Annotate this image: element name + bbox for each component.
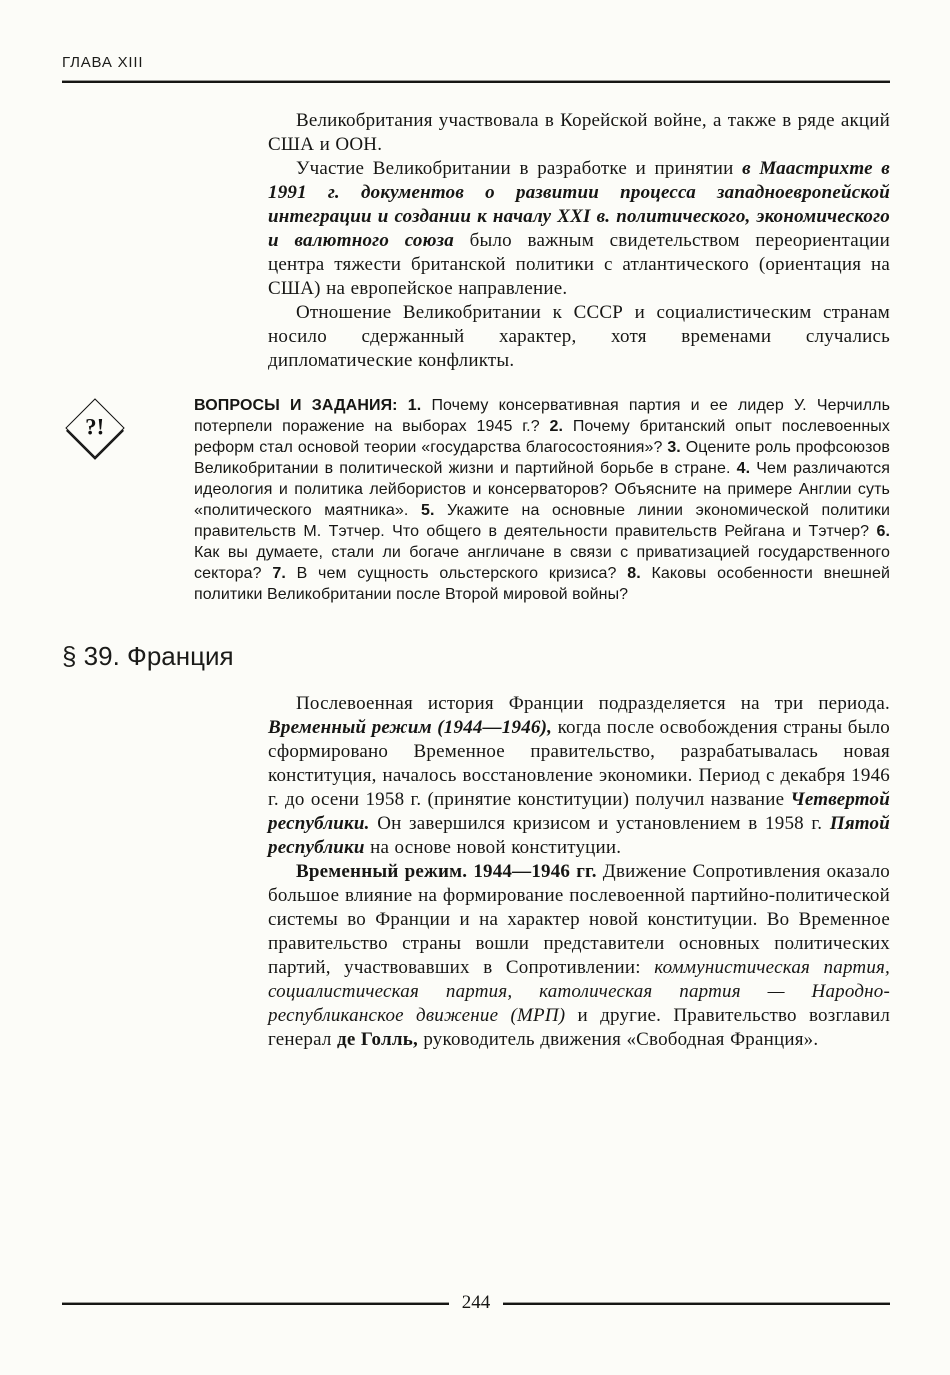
page-header xyxy=(0,0,950,83)
section-heading: § 39. Франция xyxy=(62,641,234,671)
page-number: 244 xyxy=(461,1292,491,1313)
page-content xyxy=(0,109,950,1052)
question-number: 6. xyxy=(876,523,890,540)
question-number: 8. xyxy=(627,565,641,582)
emphasis-text: де Голль, xyxy=(337,1029,418,1050)
emphasis-text: Пятой республики xyxy=(268,813,891,858)
page-footer xyxy=(62,1292,890,1314)
question-text: Каковы особенности внешней политики Великобритании после Второй мировой войны? xyxy=(194,565,891,603)
paragraph xyxy=(268,860,890,1052)
paragraph-text: Послевоенная история Франции подразделяется на три периода. xyxy=(296,693,890,714)
question-text: Как вы думаете, стали ли богаче англичане в связи с приватизацией государственного сектора? xyxy=(194,544,890,582)
paragraph-text: Отношение Великобритании к СССР и социалистическим странам носило сдержанный характер, хотя временами случались дипломатические конфликты. xyxy=(268,302,890,371)
paragraph-text: было важным свидетельством переориентации центра тяжести британской политики с атлантического (ориентация на США) на европейское направление. xyxy=(268,230,890,299)
question-text: Чем различаются идеология и политика лейбористов и консерваторов? Объясните на примере Англии суть «политического маятника». xyxy=(194,460,890,519)
footer-rule-right xyxy=(503,1302,890,1305)
emphasis-text: Четвертой республики. xyxy=(268,789,890,834)
question-number: 3. xyxy=(667,439,681,456)
question-exclamation-glyph: ?! xyxy=(85,414,105,440)
question-text: Почему консервативная партия и ее лидер У. Черчилль потерпели поражение на выборах 1945 г.? xyxy=(194,397,891,435)
question-number: 1. xyxy=(407,397,422,414)
paragraph-text: Движение Сопротивления оказало большое влияние на формирование послевоенной партийно-политической системы во Франции и на характер новой конституции. Во Временное правительство страны вошли представители основных политических партий, участвовавших в Сопротивлении: xyxy=(268,861,890,978)
paragraph-text: руководитель движения «Свободная Франция». xyxy=(423,1029,819,1050)
emphasis-text: Временный режим (1944—1946), xyxy=(268,717,553,738)
paragraph-text: когда после освобождения страны было сформировано Временное правительство, разрабатывалась новая конституция, началось восстановление экономики. Период с декабря 1946 г. до осени 1958 г. (принятие конституции) получил название xyxy=(268,717,890,810)
questions-icon-column xyxy=(62,395,194,605)
paragraph xyxy=(268,301,890,373)
question-text: Укажите на основные линии экономической политики правительств М. Тэтчер. Что общего в деятельности правительств Рейгана и Тэтчер? xyxy=(194,502,891,540)
question-number: 5. xyxy=(420,502,435,519)
questions-block xyxy=(62,395,890,605)
question-text: В чем сущность ольстерского кризиса? xyxy=(296,565,617,582)
questions-text xyxy=(194,395,890,605)
paragraph-text: и другие. Правительство возглавил генерал xyxy=(268,1005,891,1050)
emphasis-text: коммунистическая партия, социалистическая партия, католическая партия — Народно-республиканское движение (МРП) xyxy=(268,957,891,1026)
question-text: Почему британский опыт послевоенных реформ стал основой теории «государства благосостояния»? xyxy=(194,418,890,456)
question-text: Оцените роль профсоюзов Великобритании в политической жизни и партийной борьбе в стране. xyxy=(194,439,891,477)
chapter-header: ГЛАВА XIII xyxy=(62,54,144,71)
paragraph-text: на основе новой конституции. xyxy=(370,837,622,858)
question-exclamation-icon xyxy=(65,398,124,457)
paragraph-text: Участие Великобритании в разработке и принятии xyxy=(296,158,734,179)
section-body xyxy=(268,692,890,1052)
paragraph xyxy=(268,157,890,301)
paragraph-text: Великобритания участвовала в Корейской войне, а также в ряде акций США и ООН. xyxy=(268,110,890,155)
paragraph xyxy=(268,692,890,860)
paragraph-text: Он завершился кризисом и установлением в 1958 г. xyxy=(377,813,823,834)
question-number: 4. xyxy=(736,460,751,477)
footer-rule-left xyxy=(62,1302,449,1305)
run-in-heading: Временный режим. 1944—1946 гг. xyxy=(296,861,597,882)
question-number: 7. xyxy=(272,565,286,582)
intro-section xyxy=(268,109,890,373)
questions-label: ВОПРОСЫ И ЗАДАНИЯ: xyxy=(194,397,398,414)
emphasis-text: в Маастрихте в 1991 г. документов о развитии процесса западноевропейской интеграции и создании к началу XXI в. политического, экономического и валютного союза xyxy=(268,158,890,251)
paragraph xyxy=(268,109,890,157)
header-rule xyxy=(62,80,890,83)
question-number: 2. xyxy=(549,418,564,435)
